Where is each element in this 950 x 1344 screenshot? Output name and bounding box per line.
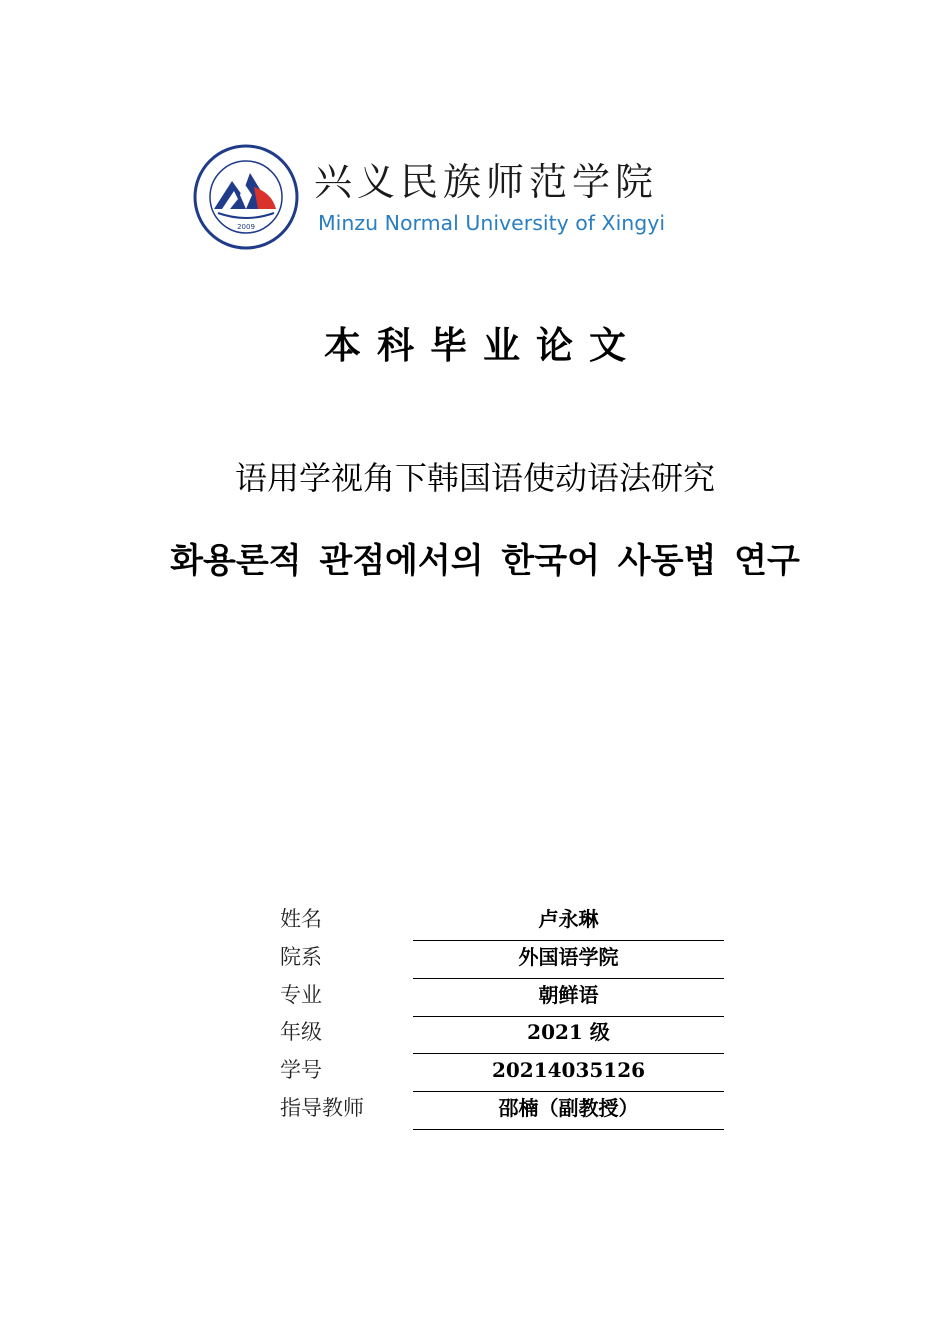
student-info-table — [280, 903, 726, 1130]
info-value: 外国语学院 — [413, 941, 724, 979]
university-name-en: Minzu Normal University of Xingyi — [318, 211, 666, 235]
info-label: 指导教师 — [280, 1095, 364, 1120]
info-value: 邵楠（副教授） — [413, 1092, 724, 1130]
info-value: 卢永琳 — [413, 903, 724, 941]
info-row-advisor — [280, 1092, 726, 1130]
university-name-cn: 兴义民族师范学院 — [314, 160, 659, 204]
info-label: 学号 — [280, 1058, 322, 1083]
info-label: 年级 — [280, 1020, 322, 1045]
svg-text:2009: 2009 — [237, 223, 255, 231]
info-value: 2021 级 — [413, 1016, 724, 1054]
info-row-department — [280, 941, 726, 979]
info-row-grade — [280, 1016, 726, 1054]
cover-title: 本科毕业论文 — [324, 323, 642, 367]
info-value: 朝鲜语 — [413, 979, 724, 1017]
university-logo — [192, 143, 732, 253]
thesis-title-ko: 화용론적 관점에서의 한국어 사동법 연구 — [170, 541, 800, 581]
info-value: 20214035126 — [413, 1054, 724, 1092]
info-row-name — [280, 903, 726, 941]
info-row-major — [280, 979, 726, 1017]
university-seal-icon — [192, 143, 300, 253]
info-label: 院系 — [280, 944, 322, 969]
info-label: 姓名 — [280, 907, 322, 931]
thesis-title-cn: 语用学视角下韩国语使动语法研究 — [234, 459, 715, 497]
info-label: 专业 — [280, 982, 322, 1007]
info-row-student-id — [280, 1054, 726, 1092]
